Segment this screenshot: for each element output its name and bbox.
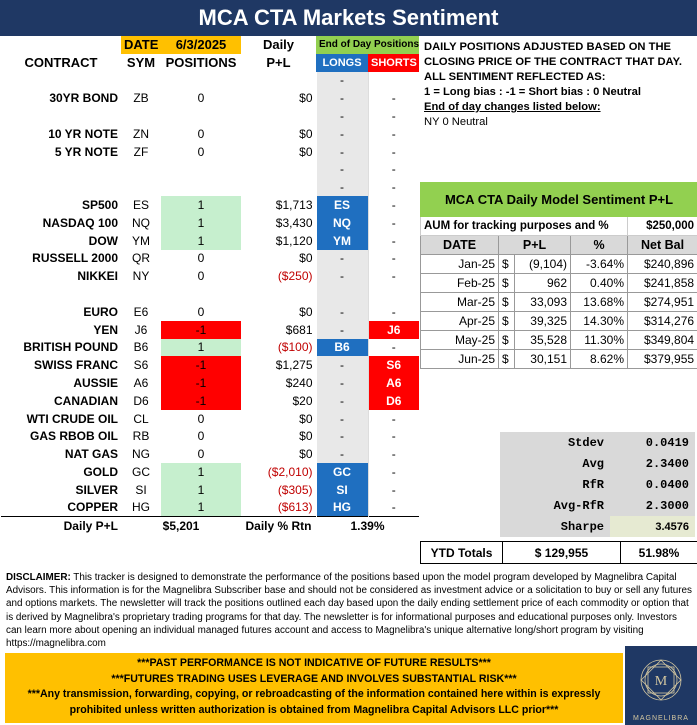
pl-value: ($250): [277, 269, 313, 284]
model-row: [421, 331, 697, 350]
stat-value: 0.0419: [645, 435, 689, 450]
contract-sym: [121, 107, 161, 125]
pl-value: $1,713: [275, 198, 313, 213]
position-value: 1: [161, 463, 241, 481]
contract-sym: [121, 285, 161, 303]
contract-sym: ZF: [133, 144, 149, 159]
pl-value: [241, 285, 316, 303]
position-value: 0: [197, 411, 205, 426]
contract-name: SWISS FRANC: [34, 358, 118, 373]
contract-sym: ZB: [133, 91, 149, 106]
contract-sym: ZN: [133, 126, 149, 141]
table-row: [1, 125, 419, 143]
long-cell: GC: [316, 463, 368, 481]
contract-sym: SI: [135, 482, 147, 497]
table-row: [1, 428, 419, 446]
pl-value: $681: [285, 322, 313, 337]
col-shorts: SHORTS: [368, 54, 419, 72]
model-pl: 39,325: [515, 312, 571, 331]
col-longs: LONGS: [316, 54, 368, 72]
daily-rtn-value: 1.39%: [316, 517, 419, 535]
table-row: [1, 143, 419, 161]
model-pl: (9,104): [515, 255, 571, 274]
long-cell: -: [316, 125, 368, 143]
table-row: [1, 356, 419, 374]
note-line-2: ALL SENTIMENT REFLECTED AS:: [424, 71, 606, 83]
model-date: May-25: [421, 331, 499, 350]
table-row: [1, 410, 419, 428]
model-title: MCA CTA Daily Model Sentiment P+L: [421, 183, 697, 217]
position-value: -1: [161, 356, 241, 374]
contract-name: SILVER: [75, 482, 118, 497]
position-value: 0: [197, 304, 205, 319]
table-row: [1, 339, 419, 357]
warning-line-1: ***PAST PERFORMANCE IS NOT INDICATIVE OF FUTURE RESULTS***: [137, 657, 491, 669]
pl-value: $0: [299, 429, 313, 444]
short-cell: -: [368, 125, 419, 143]
contract-name: NASDAQ 100: [42, 215, 118, 230]
short-cell: -: [368, 107, 419, 125]
ytd-pct: 51.98%: [621, 542, 697, 564]
note-line-5: NY 0 Neutral: [424, 116, 488, 128]
stat-value: 2.3400: [645, 456, 689, 471]
position-value: [161, 161, 241, 179]
model-row: [421, 255, 697, 274]
contract-name: GOLD: [83, 465, 118, 480]
short-cell: -: [368, 250, 419, 268]
table-row: [1, 107, 419, 125]
contract-sym: CL: [133, 411, 149, 426]
model-pl: 33,093: [515, 293, 571, 312]
model-col-net: Net Bal: [628, 236, 697, 255]
position-value: 0: [197, 126, 205, 141]
notes-panel: [424, 40, 694, 130]
short-cell: [368, 285, 419, 303]
contract-name: [1, 178, 121, 196]
model-date: Jan-25: [421, 255, 499, 274]
short-cell: [368, 72, 419, 90]
contract-sym: ES: [132, 198, 149, 213]
long-cell: -: [316, 356, 368, 374]
pl-value: [241, 178, 316, 196]
disclaimer-label: DISCLAIMER:: [6, 572, 71, 583]
pl-value: $0: [299, 447, 313, 462]
short-cell: -: [368, 196, 419, 214]
model-net: $241,858: [628, 274, 697, 293]
model-pl: 30,151: [515, 350, 571, 369]
position-value: 1: [161, 339, 241, 357]
table-row: [1, 481, 419, 499]
magnelibra-logo: [625, 646, 697, 725]
long-cell: NQ: [316, 214, 368, 232]
positions-table: [1, 36, 419, 534]
pl-value: $1,275: [275, 358, 313, 373]
pl-value: $0: [299, 304, 313, 319]
contract-name: AUSSIE: [73, 376, 118, 391]
pl-value: $240: [285, 376, 313, 391]
model-pl: 962: [515, 274, 571, 293]
model-net: $240,896: [628, 255, 697, 274]
model-col-pl: P+L: [499, 236, 571, 255]
long-cell: -: [316, 267, 368, 285]
stat-label: RfR: [582, 477, 604, 492]
disclaimer: [6, 571, 692, 650]
warning-line-2: ***FUTURES TRADING USES LEVERAGE AND INVOLVES SUBSTANTIAL RISK***: [111, 672, 517, 685]
model-row: [421, 350, 697, 369]
position-value: 0: [197, 91, 205, 106]
model-row: [421, 312, 697, 331]
position-value: 1: [161, 196, 241, 214]
model-table: [420, 182, 697, 369]
stat-label: Avg-RfR: [553, 498, 604, 513]
header-row-columns: [1, 54, 419, 72]
long-cell: -: [316, 107, 368, 125]
long-cell: ES: [316, 196, 368, 214]
position-value: [161, 285, 241, 303]
pl-value: $0: [299, 126, 313, 141]
position-value: 0: [197, 429, 205, 444]
model-date: Feb-25: [421, 274, 499, 293]
logo-text: MAGNELIBRA: [633, 715, 689, 722]
model-pl: 35,528: [515, 331, 571, 350]
daily-pl-label: Daily P+L: [1, 517, 121, 535]
table-row: [1, 214, 419, 232]
table-row: [1, 161, 419, 179]
model-net: $379,955: [628, 350, 697, 369]
position-value: 0: [197, 144, 205, 159]
stat-value: 0.0400: [645, 477, 689, 492]
model-pct: 8.62%: [571, 350, 628, 369]
short-cell: -: [368, 89, 419, 107]
contract-name: SP500: [81, 198, 118, 213]
warning-box: [5, 653, 623, 723]
note-line-4: End of day changes listed below:: [424, 101, 601, 113]
short-cell: J6: [368, 321, 419, 339]
contract-sym: [121, 161, 161, 179]
long-cell: -: [316, 89, 368, 107]
stats-row: [500, 432, 695, 453]
short-cell: -: [368, 214, 419, 232]
contract-name: 30YR BOND: [49, 91, 118, 106]
long-cell: -: [316, 178, 368, 196]
pl-value: $3,430: [275, 215, 313, 230]
contract-sym: NY: [132, 269, 150, 284]
stat-label: Stdev: [567, 435, 604, 450]
aum-value: $250,000: [628, 217, 697, 236]
contract-name: [1, 72, 121, 90]
contract-name: RUSSELL 2000: [32, 251, 118, 266]
short-cell: -: [368, 267, 419, 285]
position-value: -1: [161, 374, 241, 392]
stat-label: Sharpe: [560, 519, 604, 534]
long-cell: -: [316, 374, 368, 392]
model-cur: $: [499, 255, 515, 274]
contract-sym: HG: [132, 500, 150, 515]
short-cell: D6: [368, 392, 419, 410]
contract-name: EURO: [83, 304, 118, 319]
note-line-3: 1 = Long bias : -1 = Short bias : 0 Neutral: [424, 86, 641, 98]
short-cell: -: [368, 232, 419, 250]
short-cell: A6: [368, 374, 419, 392]
eod-label: End of Day Positions: [316, 36, 419, 54]
contract-sym: GC: [132, 465, 150, 480]
long-cell: B6: [316, 339, 368, 357]
long-cell: -: [316, 303, 368, 321]
long-cell: [316, 285, 368, 303]
contract-sym: [121, 178, 161, 196]
stat-label: Avg: [582, 456, 604, 471]
model-date: Jun-25: [421, 350, 499, 369]
short-cell: -: [368, 339, 419, 357]
contract-name: NAT GAS: [64, 447, 118, 462]
daily-rtn-label: Daily % Rtn: [241, 517, 316, 535]
pl-value: ($613): [277, 500, 313, 515]
long-cell: -: [316, 250, 368, 268]
table-row: [1, 285, 419, 303]
position-value: [161, 72, 241, 90]
contract-sym: J6: [134, 322, 148, 337]
stat-value: 3.4576: [610, 516, 695, 537]
contract-name: BRITISH POUND: [23, 340, 118, 355]
table-row: [1, 196, 419, 214]
contract-sym: NQ: [132, 215, 150, 230]
contract-sym: B6: [133, 340, 149, 355]
contract-name: DOW: [88, 233, 118, 248]
short-cell: -: [368, 161, 419, 179]
position-value: 0: [197, 447, 205, 462]
table-row: [1, 392, 419, 410]
long-cell: -: [316, 428, 368, 446]
contract-name: [1, 107, 121, 125]
model-row: [421, 293, 697, 312]
long-cell: -: [316, 410, 368, 428]
position-value: [161, 178, 241, 196]
model-pct: 0.40%: [571, 274, 628, 293]
table-row: [1, 89, 419, 107]
model-pct: 14.30%: [571, 312, 628, 331]
position-value: 1: [161, 481, 241, 499]
table-row: [1, 250, 419, 268]
pl-value: $1,120: [275, 233, 313, 248]
table-row: [1, 303, 419, 321]
contract-name: NIKKEI: [77, 269, 118, 284]
note-line-1: DAILY POSITIONS ADJUSTED BASED ON THE CLOSING PRICE OF THE CONTRACT THAT DAY.: [424, 41, 682, 68]
ytd-row: [421, 542, 697, 564]
long-cell: SI: [316, 481, 368, 499]
model-date: Apr-25: [421, 312, 499, 331]
table-row: [1, 232, 419, 250]
short-cell: -: [368, 143, 419, 161]
contract-sym: S6: [133, 358, 149, 373]
table-row: [1, 445, 419, 463]
stats-row: [500, 474, 695, 495]
model-net: $349,804: [628, 331, 697, 350]
ytd-value: $ 129,955: [503, 542, 621, 564]
contract-name: [1, 285, 121, 303]
position-value: 0: [197, 251, 205, 266]
col-pl: P+L: [266, 55, 291, 71]
pl-value: [241, 72, 316, 90]
contract-name: COPPER: [67, 500, 118, 515]
contract-name: 10 YR NOTE: [48, 126, 118, 141]
long-cell: -: [316, 143, 368, 161]
contract-sym: NG: [132, 447, 150, 462]
ytd-label: YTD Totals: [421, 542, 503, 564]
model-cur: $: [499, 331, 515, 350]
table-row: [1, 499, 419, 517]
contract-name: YEN: [93, 322, 118, 337]
col-positions: POSITIONS: [165, 55, 237, 71]
model-header-row: [421, 236, 697, 255]
contract-sym: D6: [133, 393, 149, 408]
table-row: [1, 178, 419, 196]
model-pct: 11.30%: [571, 331, 628, 350]
short-cell: -: [368, 428, 419, 446]
short-cell: -: [368, 463, 419, 481]
stats-row: [500, 495, 695, 516]
pl-value: $0: [299, 144, 313, 159]
model-title-row: [421, 183, 697, 217]
model-date: Mar-25: [421, 293, 499, 312]
stat-value: 2.3000: [645, 498, 689, 513]
long-cell: YM: [316, 232, 368, 250]
long-cell: -: [316, 445, 368, 463]
footer-row: [1, 517, 419, 535]
model-pct: -3.64%: [571, 255, 628, 274]
table-row: [1, 374, 419, 392]
model-pct: 13.68%: [571, 293, 628, 312]
pl-value: $0: [299, 411, 313, 426]
pl-value: $20: [292, 393, 313, 408]
table-row: [1, 72, 419, 90]
aum-label: AUM for tracking purposes and %: [421, 217, 628, 236]
contract-sym: RB: [132, 429, 150, 444]
model-cur: $: [499, 274, 515, 293]
stats-row: [500, 516, 695, 537]
short-cell: -: [368, 499, 419, 517]
position-value: 1: [161, 214, 241, 232]
logo-monogram: M: [654, 674, 668, 689]
long-cell: HG: [316, 499, 368, 517]
table-row: [1, 463, 419, 481]
daily-pl-value: $5,201: [121, 517, 241, 535]
pl-value: $0: [299, 91, 313, 106]
model-col-pct: %: [571, 236, 628, 255]
daily-label: Daily: [241, 36, 316, 54]
date-label: DATE: [121, 36, 161, 54]
stats-table: [500, 432, 695, 537]
pl-value: $0: [299, 251, 313, 266]
model-cur: $: [499, 312, 515, 331]
logo-emblem-icon: [625, 646, 697, 714]
col-contract: CONTRACT: [24, 55, 98, 71]
long-cell: -: [316, 72, 368, 90]
pl-value: [241, 107, 316, 125]
date-value: 6/3/2025: [161, 36, 241, 54]
page-title: MCA CTA Markets Sentiment: [0, 0, 697, 36]
contract-name: CANADIAN: [54, 393, 118, 408]
contract-sym: A6: [133, 376, 149, 391]
long-cell: -: [316, 321, 368, 339]
contract-sym: E6: [133, 304, 149, 319]
contract-name: WTI CRUDE OIL: [26, 411, 118, 426]
contract-sym: YM: [132, 233, 150, 248]
position-value: -1: [161, 321, 241, 339]
long-cell: -: [316, 392, 368, 410]
model-row: [421, 274, 697, 293]
pl-value: ($100): [277, 340, 313, 355]
pl-value: [241, 161, 316, 179]
short-cell: -: [368, 178, 419, 196]
stats-row: [500, 453, 695, 474]
position-value: 0: [197, 269, 205, 284]
contract-sym: [121, 72, 161, 90]
short-cell: -: [368, 303, 419, 321]
position-value: -1: [161, 392, 241, 410]
position-value: [161, 107, 241, 125]
short-cell: -: [368, 445, 419, 463]
table-row: [1, 267, 419, 285]
pl-value: ($305): [277, 482, 313, 497]
disclaimer-text: This tracker is designed to demonstrate the performance of the positions based upon the model program developed by Magnelibra Capital Advisors. This information is for the Magnelibra Subscriber base and should not be considered as investment advice or a solicitation to buy or sell any futures and options markets. The newsletter will track the positions outlined each day based upon the daily ending settlement price of each commodity or option that is derived by Magnelibra's proprietary trading programs for that day. The newsletter is for informational purposes and educational purposes only. Investors can learn more about opening an individual managed futures account and access to Magnelibra's unique alternative long/short program by visiting https://magnelibra.com: [6, 572, 692, 650]
model-net: $314,276: [628, 312, 697, 331]
contract-name: GAS RBOB OIL: [29, 429, 118, 444]
contract-name: [1, 161, 121, 179]
ytd-table: [420, 541, 697, 564]
header-row-date: [1, 36, 419, 54]
position-value: 1: [161, 499, 241, 517]
short-cell: -: [368, 481, 419, 499]
model-col-date: DATE: [421, 236, 499, 255]
model-cur: $: [499, 293, 515, 312]
warning-line-3: ***Any transmission, forwarding, copying, or rebroadcasting of the information contained here within is expressly prohibited unless written authorization is obtained from Magnelibra Capital Advisors LLC prior***: [27, 688, 601, 716]
col-sym: SYM: [126, 55, 156, 71]
model-cur: $: [499, 350, 515, 369]
model-net: $274,951: [628, 293, 697, 312]
pl-value: ($2,010): [267, 465, 313, 480]
short-cell: -: [368, 410, 419, 428]
position-value: 1: [161, 232, 241, 250]
long-cell: -: [316, 161, 368, 179]
short-cell: S6: [368, 356, 419, 374]
contract-name: 5 YR NOTE: [54, 144, 118, 159]
contract-sym: QR: [132, 251, 150, 266]
aum-row: [421, 217, 697, 236]
table-row: [1, 321, 419, 339]
